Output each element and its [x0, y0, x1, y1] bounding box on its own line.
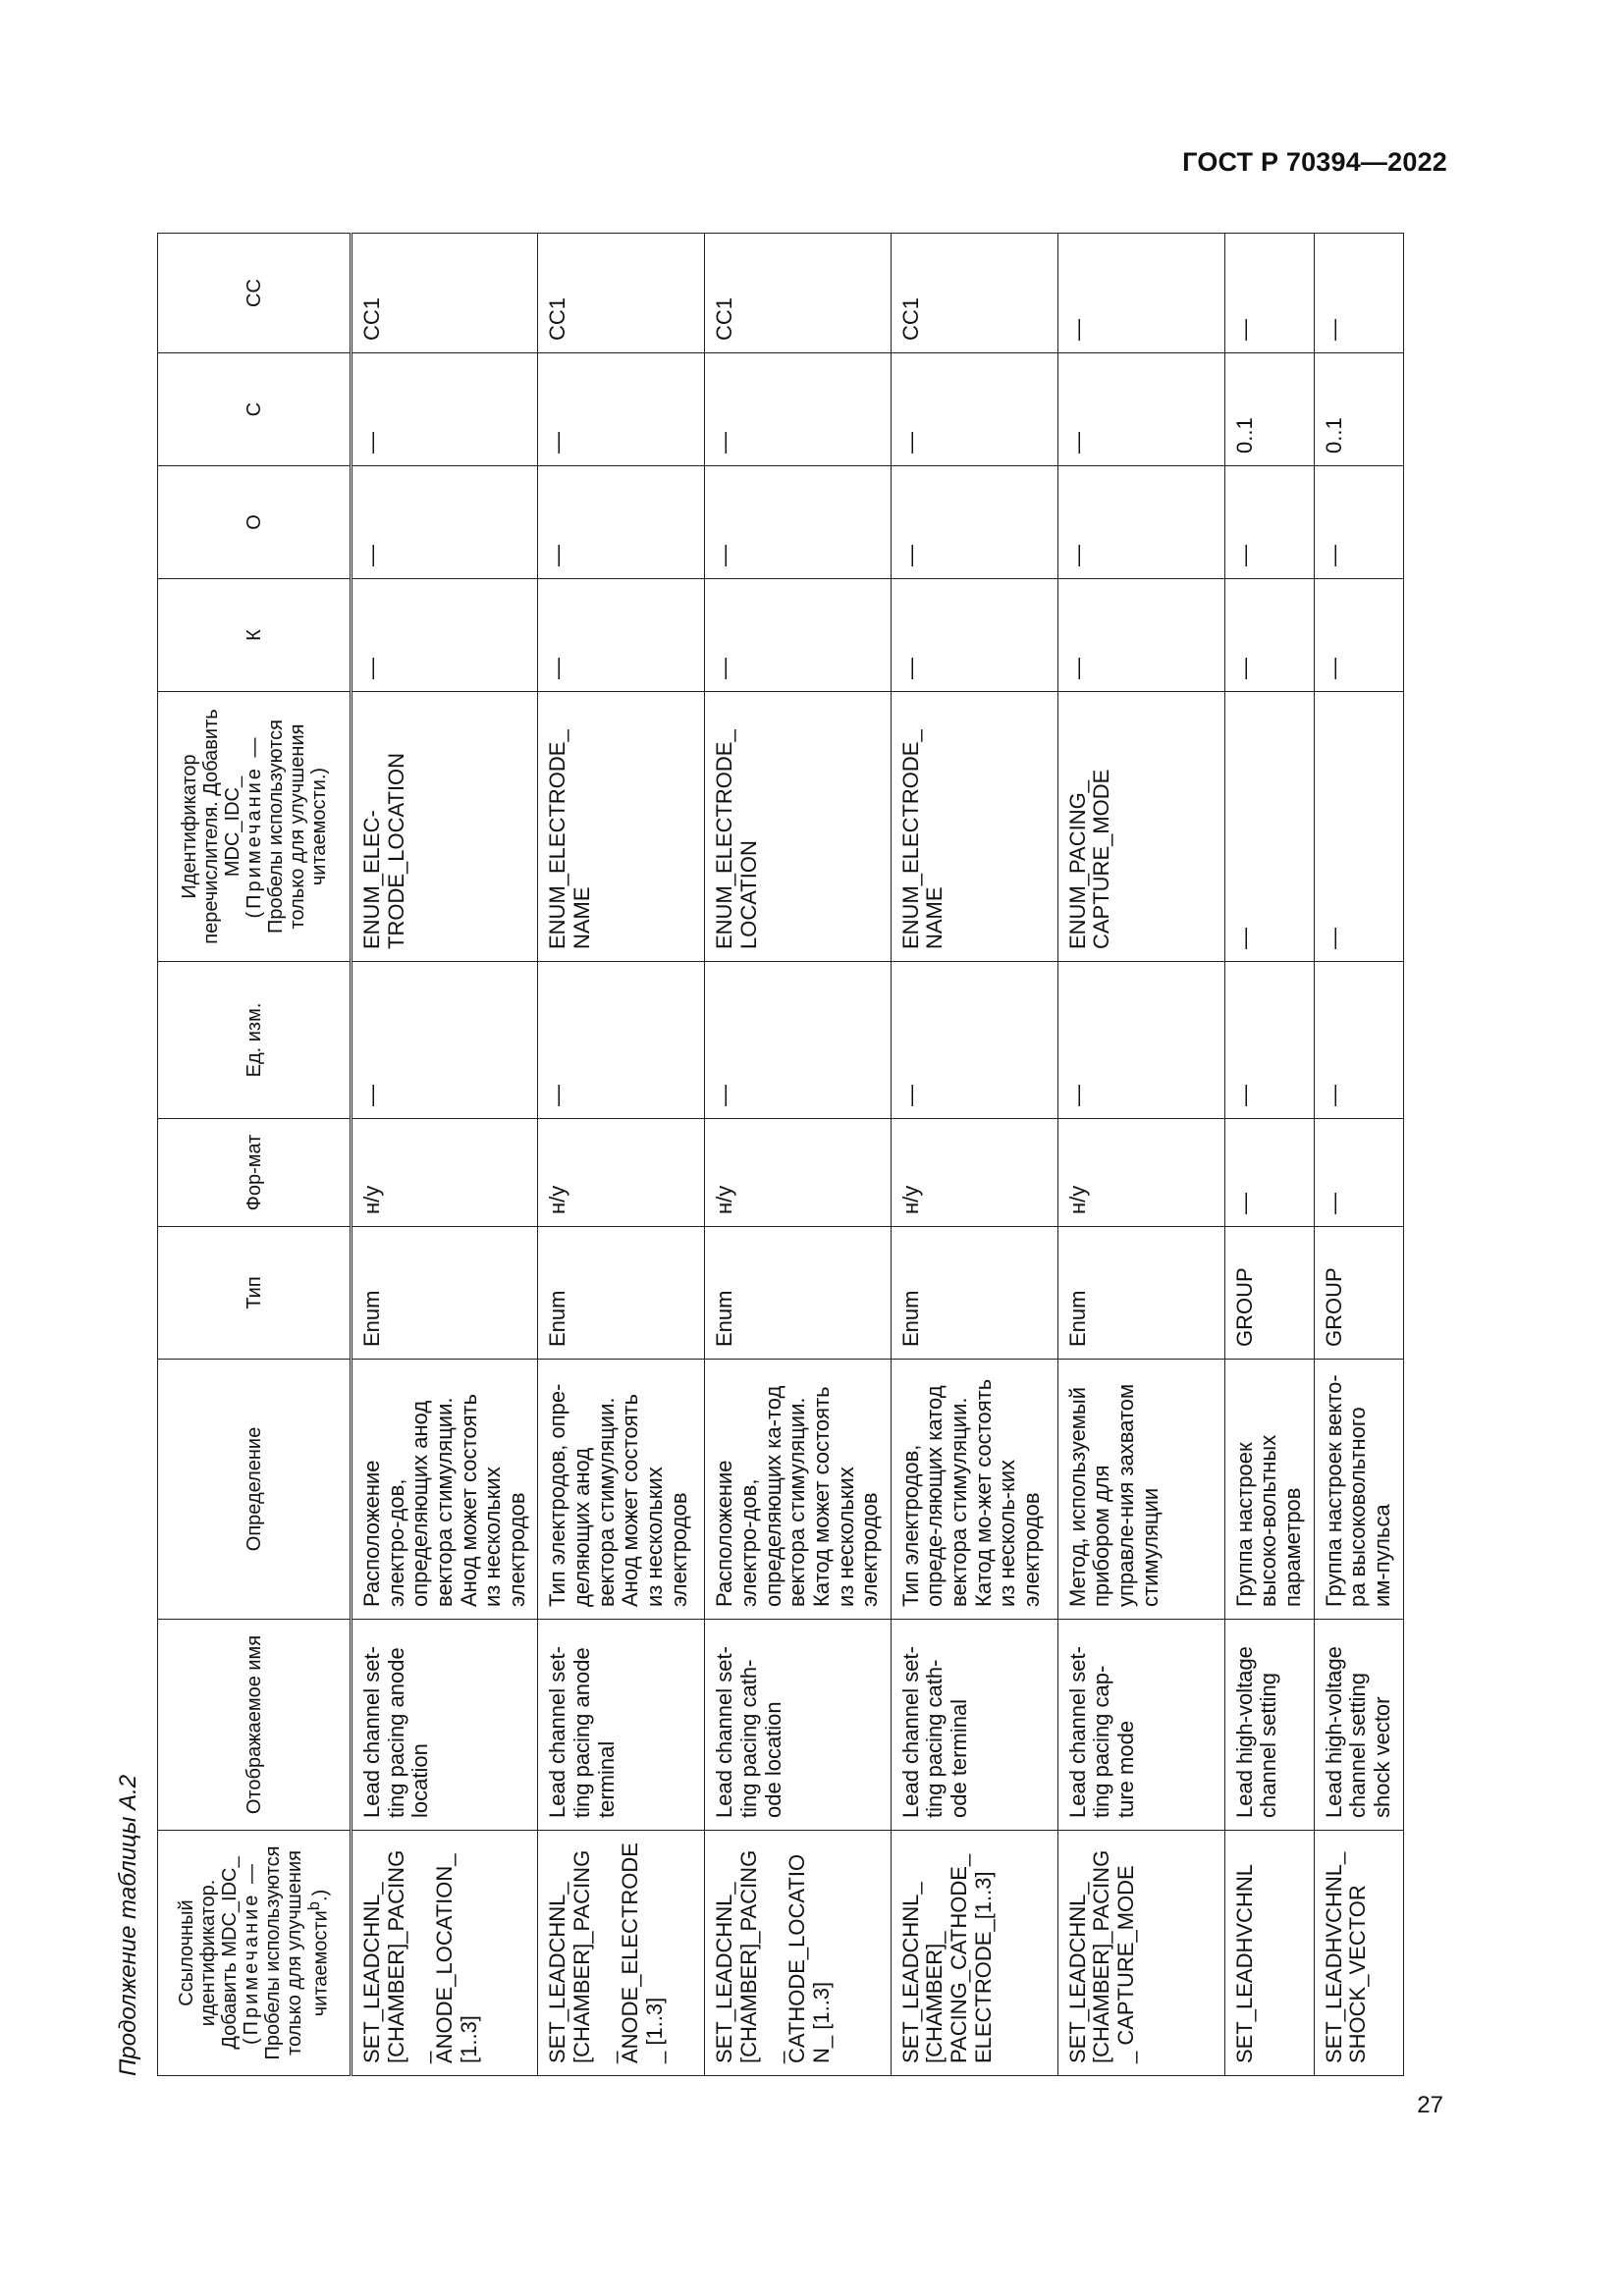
cell-cc: CC1	[538, 234, 705, 353]
cell-cc: CC1	[352, 234, 538, 353]
cell-unit: —	[352, 962, 538, 1119]
cell-ref-id: SET_LEADCHNL_ [CHAMBER]_PACING_ CAPTURE_MODE	[1057, 1831, 1224, 2076]
cell-type: Enum	[705, 1227, 891, 1360]
cell-definition: Расположение электро-дов, определяющих анод вектора стимуляции. Анод может состоять из нескольких электродов	[352, 1360, 538, 1620]
footnote-marker: b	[304, 1900, 324, 1911]
table-header-row	[158, 234, 352, 2076]
col-header-enum-id-line1: Идентификатор перечислителя. Добавить MDC_IDC_	[178, 709, 244, 944]
cell-ref-id: SET_LEADHVCHNL	[1224, 1831, 1314, 2076]
cell-o: —	[352, 466, 538, 579]
cell-display-name: Lead channel set-ting pacing cap-ture mode	[1057, 1620, 1224, 1831]
cell-k: —	[352, 579, 538, 692]
cell-type: Enum	[891, 1227, 1057, 1360]
cell-c: —	[1057, 353, 1224, 466]
table-row	[538, 234, 705, 2076]
cell-k: —	[891, 579, 1057, 692]
col-header-cc: СС	[158, 234, 352, 353]
cell-format: н/у	[1057, 1119, 1224, 1227]
table-row	[1224, 234, 1314, 2076]
col-header-ref-id	[158, 1831, 352, 2076]
cell-format: —	[1224, 1119, 1314, 1227]
col-header-display-name: Отображаемое имя	[158, 1620, 352, 1831]
cell-o: —	[1057, 466, 1224, 579]
cell-display-name: Lead channel set-ting pacing anode location	[352, 1620, 538, 1831]
cell-format: н/у	[705, 1119, 891, 1227]
cell-k: —	[538, 579, 705, 692]
cell-ref-id: SET_LEADCHNL_ [CHAMBER]_ PACING_CATHODE_ ELECTRODE_[1..3]	[891, 1831, 1057, 2076]
cell-cc: —	[1314, 234, 1403, 353]
cell-o: —	[538, 466, 705, 579]
cell-c: 0..1	[1224, 353, 1314, 466]
cell-format: —	[1314, 1119, 1403, 1227]
cell-o: —	[1314, 466, 1403, 579]
cell-format: н/у	[891, 1119, 1057, 1227]
cell-type: Enum	[1057, 1227, 1224, 1360]
col-header-k: К	[158, 579, 352, 692]
cell-enum-id: ENUM_ELECTRODE_ LOCATION	[705, 692, 891, 962]
cell-o: —	[705, 466, 891, 579]
cell-c: —	[891, 353, 1057, 466]
cell-c: —	[705, 353, 891, 466]
cell-unit: —	[891, 962, 1057, 1119]
cell-definition: Расположение электро-дов, определяющих ка-тод вектора стимуляции. Катод может состоять из нескольких электродов	[705, 1360, 891, 1620]
cell-definition: Группа настроек векто-ра высоковольтного им-пульса	[1314, 1360, 1403, 1620]
cell-enum-id: —	[1314, 692, 1403, 962]
cell-k: —	[1314, 579, 1403, 692]
cell-unit: —	[705, 962, 891, 1119]
col-header-enum-id-line2: Пробелы используются только для улучшения читаемости.)	[264, 720, 330, 934]
cell-unit: —	[1057, 962, 1224, 1119]
cell-definition: Группа настроек высоко-вольтных параметров	[1224, 1360, 1314, 1620]
table-row	[1057, 234, 1224, 2076]
cell-display-name: Lead high-voltage channel setting	[1224, 1620, 1314, 1831]
col-header-type: Тип	[158, 1227, 352, 1360]
cell-k: —	[1224, 579, 1314, 692]
cell-type: GROUP	[1224, 1227, 1314, 1360]
cell-display-name: Lead channel set-ting pacing cath-ode terminal	[891, 1620, 1057, 1831]
col-header-enum-id	[158, 692, 352, 962]
document-standard-header: ГОСТ Р 70394—2022	[1182, 147, 1447, 177]
cell-type: Enum	[352, 1227, 538, 1360]
table-caption: Продолжение таблицы А.2	[115, 1774, 141, 2076]
cell-c: —	[538, 353, 705, 466]
table-row	[1314, 234, 1403, 2076]
cell-c: —	[352, 353, 538, 466]
col-header-ref-id-line3: .)	[309, 1889, 332, 1901]
cell-type: GROUP	[1314, 1227, 1403, 1360]
cell-display-name: Lead high-voltage channel setting shock vector	[1314, 1620, 1403, 1831]
cell-enum-id: ENUM_ELECTRODE_ NAME	[538, 692, 705, 962]
cell-ref-id: SET_LEADCHNL_ [CHAMBER]_PACING_ CATHODE_LOCATION_ [1..3]	[705, 1831, 891, 2076]
cell-display-name: Lead channel set-ting pacing anode terminal	[538, 1620, 705, 1831]
table-row	[891, 234, 1057, 2076]
cell-c: 0..1	[1314, 353, 1403, 466]
cell-o: —	[891, 466, 1057, 579]
cell-format: н/у	[538, 1119, 705, 1227]
cell-unit: —	[1314, 962, 1403, 1119]
cell-enum-id: —	[1224, 692, 1314, 962]
col-header-format: Фор-мат	[158, 1119, 352, 1227]
cell-unit: —	[538, 962, 705, 1119]
cell-cc: CC1	[891, 234, 1057, 353]
col-header-o: О	[158, 466, 352, 579]
col-header-ref-id-line2: Пробелы используются только для улучшения читаемости	[262, 1845, 332, 2060]
cell-cc: —	[1057, 234, 1224, 353]
page-number: 27	[1417, 2092, 1443, 2118]
cell-ref-id: SET_LEADHVCHNL_ SHOCK_VECTOR	[1314, 1831, 1403, 2076]
cell-unit: —	[1224, 962, 1314, 1119]
cell-definition: Тип электродов, опре-деляющих анод вектора стимуляции. Анод может состоять из нескольких электродов	[538, 1360, 705, 1620]
cell-enum-id: ENUM_ELEC-TRODE_LOCATION	[352, 692, 538, 962]
col-header-unit: Ед. изм.	[158, 962, 352, 1119]
cell-cc: —	[1224, 234, 1314, 353]
cell-ref-id: SET_LEADCHNL_ [CHAMBER]_PACING_ ANODE_ELECTRODE_ [1..3]	[538, 1831, 705, 2076]
rotated-table-block	[108, 234, 1394, 2076]
table-row	[705, 234, 891, 2076]
cell-enum-id: ENUM_ELECTRODE_ NAME	[891, 692, 1057, 962]
col-header-enum-id-note: (Примечание —	[243, 734, 265, 919]
table-row	[352, 234, 538, 2076]
cell-o: —	[1224, 466, 1314, 579]
cell-definition: Метод, используемый прибором для управле-ния захватом стимуляции	[1057, 1360, 1224, 1620]
spec-table	[157, 233, 1404, 2076]
cell-enum-id: ENUM_PACING_ CAPTURE_MODE	[1057, 692, 1224, 962]
cell-format: н/у	[352, 1119, 538, 1227]
col-header-ref-id-line1: Ссылочный идентификатор. Добавить MDC_IDC_	[176, 1856, 242, 2050]
cell-display-name: Lead channel set-ting pacing cath-ode location	[705, 1620, 891, 1831]
col-header-definition: Определение	[158, 1360, 352, 1620]
cell-k: —	[1057, 579, 1224, 692]
cell-k: —	[705, 579, 891, 692]
col-header-c: С	[158, 353, 352, 466]
cell-definition: Тип электродов, опреде-ляющих катод вектора стимуляции. Катод мо-жет состоять из несколь-ких электродов	[891, 1360, 1057, 1620]
col-header-ref-id-note: (Примечание —	[241, 1861, 263, 2045]
cell-ref-id: SET_LEADCHNL_ [CHAMBER]_PACING_ ANODE_LOCATION_ [1..3]	[352, 1831, 538, 2076]
cell-type: Enum	[538, 1227, 705, 1360]
cell-cc: CC1	[705, 234, 891, 353]
